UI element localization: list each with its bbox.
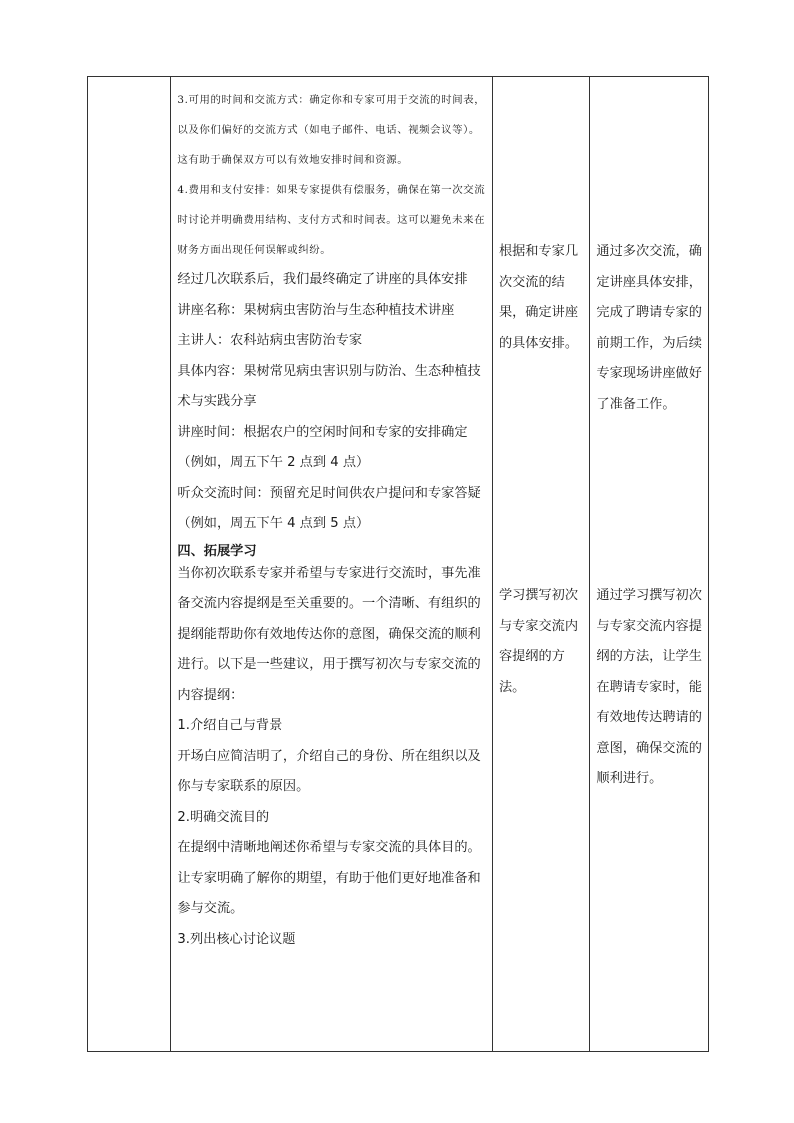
stage-text <box>88 77 170 1043</box>
content-paragraph: 开场白应简洁明了，介绍自己的身份、所在组织以及你与专家联系的原因。 <box>177 748 481 794</box>
content-paragraph: 经过几次联系后，我们最终确定了讲座的具体安排 <box>177 272 468 287</box>
content-paragraph: 2.明确交流目的 <box>177 809 270 825</box>
design-intent-cell <box>590 77 709 1052</box>
content-paragraph: 主讲人：农科站病虫害防治专家 <box>177 333 363 348</box>
student-activity-2 <box>499 581 586 703</box>
content-paragraph: 3.列出核心讨论议题 <box>177 931 296 947</box>
student-activity-text: 学习撰写初次与专家交流内容提纲的方法。 <box>498 588 579 695</box>
table-row <box>88 77 709 1052</box>
content-paragraph: 3.可用的时间和交流方式：确定你和专家可用于交流的时间表，以及你们偏好的交流方式（如电子邮件、电话、视频会议等）。这有助于确保双方可以有效地安排时间和资源。 <box>177 94 486 166</box>
content-paragraph: 具体内容：果树常见病虫害识别与防治、生态种植技术与实践分享 <box>177 363 481 409</box>
teaching-content-cell <box>171 77 493 1052</box>
content-paragraph: 4.费用和支付安排：如果专家提供有偿服务，确保在第一次交流时讨论并明确费用结构、支付方式和时间表。这可以避免未来在财务方面出现任何误解或纠纷。 <box>177 184 486 256</box>
stage-cell <box>88 77 171 1052</box>
content-paragraph: 听众交流时间：预留充足时间供农户提问和专家答疑（例如，周五下午 4 点到 5 点） <box>177 485 481 531</box>
design-intent-1 <box>596 237 705 420</box>
content-paragraph: 讲座时间：根据农户的空闲时间和专家的安排确定（例如，周五下午 2 点到 4 点） <box>177 424 468 470</box>
design-intent-text: 通过多次交流，确定讲座具体安排，完成了聘请专家的前期工作，为后续专家现场讲座做好了准备工作。 <box>596 244 702 412</box>
content-paragraph: 讲座名称：果树病虫害防治与生态种植技术讲座 <box>177 302 455 318</box>
content-paragraph: 在提纲中清晰地阐述你希望与专家交流的具体目的。让专家明确了解你的期望，有助于他们更好地准备和参与交流。 <box>177 840 481 916</box>
design-intent-2 <box>596 581 705 795</box>
lesson-plan-table <box>87 76 709 1052</box>
student-activity-cell <box>492 77 589 1052</box>
student-activity-1 <box>499 237 586 359</box>
content-paragraph: 当你初次联系专家并希望与专家进行交流时，事先准备交流内容提纲是至关重要的。一个清晰、有组织的提纲能帮助你有效地传达你的意图，确保交流的顺利进行。以下是一些建议，用于撰写初次与专家交流的内容提纲： <box>177 565 481 703</box>
section-heading: 四、拓展学习 <box>177 543 257 559</box>
design-intent-text: 通过学习撰写初次与专家交流内容提纲的方法，让学生在聘请专家时，能有效地传达聘请的意图，确保交流的顺利进行。 <box>596 588 702 786</box>
content-paragraph: 1.介绍自己与背景 <box>177 718 283 733</box>
teaching-content <box>171 77 492 1051</box>
student-activity-text: 根据和专家几次交流的结果，确定讲座的具体安排。 <box>498 244 579 351</box>
